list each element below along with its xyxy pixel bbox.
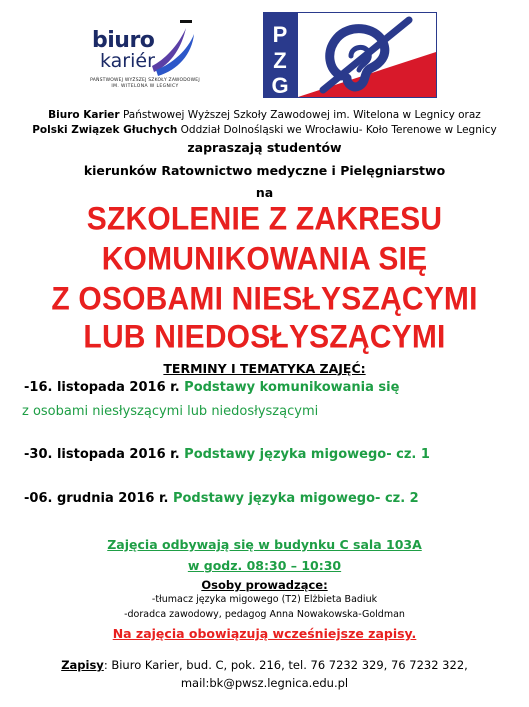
term-1-date: -16. listopada 2016 r. xyxy=(24,380,185,395)
organizer-2-rest: Oddział Dolnośląski we Wrocławiu- Koło Terenowe w Legnicy xyxy=(177,124,497,136)
pzg-letter-z: Z xyxy=(273,48,287,73)
biuro-logo-subtitle1: PAŃSTWOWEJ WYŻSZEJ SZKOŁY ZAWODOWEJ xyxy=(90,78,200,83)
terms-heading: TERMINY I TEMATYKA ZAJĘĆ: xyxy=(163,361,366,376)
headline-line-2: KOMUNIKOWANIA SIĘ xyxy=(101,241,428,278)
organizer-line-1 xyxy=(0,109,529,121)
biuro-karier-logo xyxy=(90,20,200,98)
leader-2: -doradca zawodowy, pedagog Anna Nowakowska-Goldman xyxy=(124,609,405,620)
hours-text: w godz. 08:30 – 10:30 xyxy=(187,558,342,573)
contact-label: Zapisy xyxy=(61,658,104,672)
term-1-topic-cont: z osobami niesłyszącymi lub niedosłyszącymi xyxy=(22,404,319,419)
organizer-line-2 xyxy=(0,124,529,136)
leaders-heading: Osoby prowadzące: xyxy=(201,578,328,592)
fields-text: kierunków Ratownictwo medyczne i Pielęgniarstwo xyxy=(83,163,446,178)
location-text: Zajęcia odbywają się w budynku C sala 103A xyxy=(107,537,422,552)
term-1-topic: Podstawy komunikowania się xyxy=(184,380,400,395)
headline-line-3: Z OSOBAMI NIESŁYSZĄCYMI xyxy=(51,281,478,318)
registration-note: Na zajęcia obowiązują wcześniejsze zapisy. xyxy=(112,626,417,641)
leader-1: -tłumacz języka migowego (T2) Elżbieta Badiuk xyxy=(151,594,378,605)
term-item-1-continued xyxy=(22,404,318,419)
term-3-date: -06. grudnia 2016 r. xyxy=(24,491,173,506)
term-item-1 xyxy=(24,380,399,395)
organizer-2-name: Polski Związek Głuchych xyxy=(32,124,178,136)
organizer-1-rest: Państwowej Wyższej Szkoły Zawodowej im. Witelona w Legnicy oraz xyxy=(119,109,481,121)
biuro-logo-word2: kariér xyxy=(100,50,155,72)
pzg-letter-g: G xyxy=(271,73,289,98)
headline-line-4: LUB NIEDOSŁYSZĄCYMI xyxy=(83,319,446,356)
term-item-2 xyxy=(24,447,430,462)
term-3-topic: Podstawy języka migowego- cz. 2 xyxy=(172,491,419,506)
biuro-logo-subtitle2: IM. WITELONA W LEGNICY xyxy=(111,84,179,89)
organizer-1-name: Biuro Karier xyxy=(48,109,120,121)
contact-line-1 xyxy=(0,658,529,672)
pzg-letter-p: P xyxy=(272,22,288,47)
term-item-3 xyxy=(24,491,419,506)
term-2-date: -30. listopada 2016 r. xyxy=(24,447,185,462)
contact-details: : Biuro Karier, bud. C, pok. 216, tel. 76 7232 329, 76 7232 322, xyxy=(103,658,468,672)
headline-line-1: SZKOLENIE Z ZAKRESU xyxy=(86,201,443,238)
contact-email[interactable]: mail:bk@pwsz.legnica.edu.pl xyxy=(180,676,349,690)
invite-text: zapraszają studentów xyxy=(187,140,342,155)
na-text: na xyxy=(255,185,274,200)
biuro-logo-word1: biuro xyxy=(92,28,155,53)
term-2-topic: Podstawy języka migowego- cz. 1 xyxy=(184,447,430,462)
pzg-logo xyxy=(263,12,437,98)
